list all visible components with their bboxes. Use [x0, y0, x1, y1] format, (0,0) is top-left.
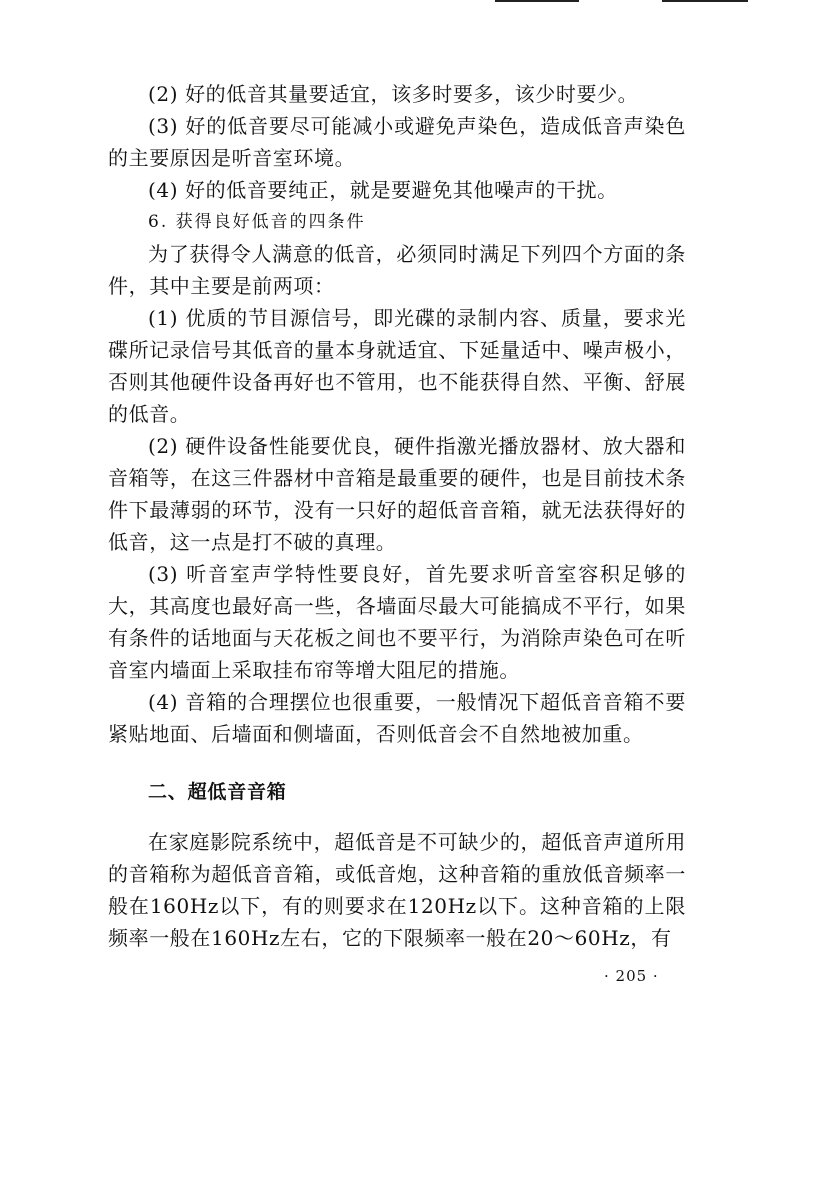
paragraph-subwoofer-intro: 在家庭影院系统中，超低音是不可缺少的，超低音声道所用的音箱称为超低音音箱，或低音炮，这种音箱的重放低音频率一般在160Hz以下，有的则要求在120Hz以下。这种音箱的上限频率一般在160Hz左右，它的下限频率一般在20～60Hz，有: [108, 830, 686, 950]
paragraph-condition-placement: (4) 音箱的合理摆位也很重要，一般情况下超低音音箱不要紧贴地面、后墙面和侧墙面，否则低音会不自然地被加重。: [108, 690, 686, 746]
top-rule-right: [662, 0, 748, 2]
section-heading-subwoofer: 二、超低音音箱: [148, 781, 287, 803]
paragraph-condition-source: (1) 优质的节目源信号，即光碟的录制内容、质量，要求光碟所记录信号其低音的量本身就适宜、下延量适中、噪声极小，否则其他硬件设备再好也不管用，也不能获得自然、平衡、舒展的低音。: [108, 306, 686, 426]
top-rule-left: [495, 0, 579, 2]
page-body: [108, 78, 686, 954]
paragraph-good-bass-purity: (4) 好的低音要纯正，就是要避免其他噪声的干扰。: [148, 178, 618, 202]
page-number: · 205 ·: [604, 967, 659, 985]
paragraph-good-bass-coloration: (3) 好的低音要尽可能减小或避免声染色，造成低音声染色的主要原因是听音室环境。: [108, 114, 686, 170]
paragraph-conditions-intro: 为了获得令人满意的低音，必须同时满足下列四个方面的条件，其中主要是前两项：: [108, 242, 686, 298]
paragraph-condition-hardware: (2) 硬件设备性能要优良，硬件指激光播放器材、放大器和音箱等，在这三件器材中音箱是最重要的硬件，也是目前技术条件下最薄弱的环节，没有一只好的超低音音箱，就无法获得好的低音，这一点是打不破的真理。: [108, 434, 686, 554]
paragraph-good-bass-quantity: (2) 好的低音其量要适宜，该多时要多，该少时要少。: [148, 82, 639, 106]
paragraph-condition-room: (3) 听音室声学特性要良好，首先要求听音室容积足够的大，其高度也最好高一些，各墙面尽最大可能搞成不平行，如果有条件的话地面与天花板之间也不要平行，为消除声染色可在听音室内墙面上采取挂布帘等增大阻尼的措施。: [108, 562, 686, 682]
subheading-four-conditions: 6. 获得良好低音的四条件: [148, 212, 366, 232]
